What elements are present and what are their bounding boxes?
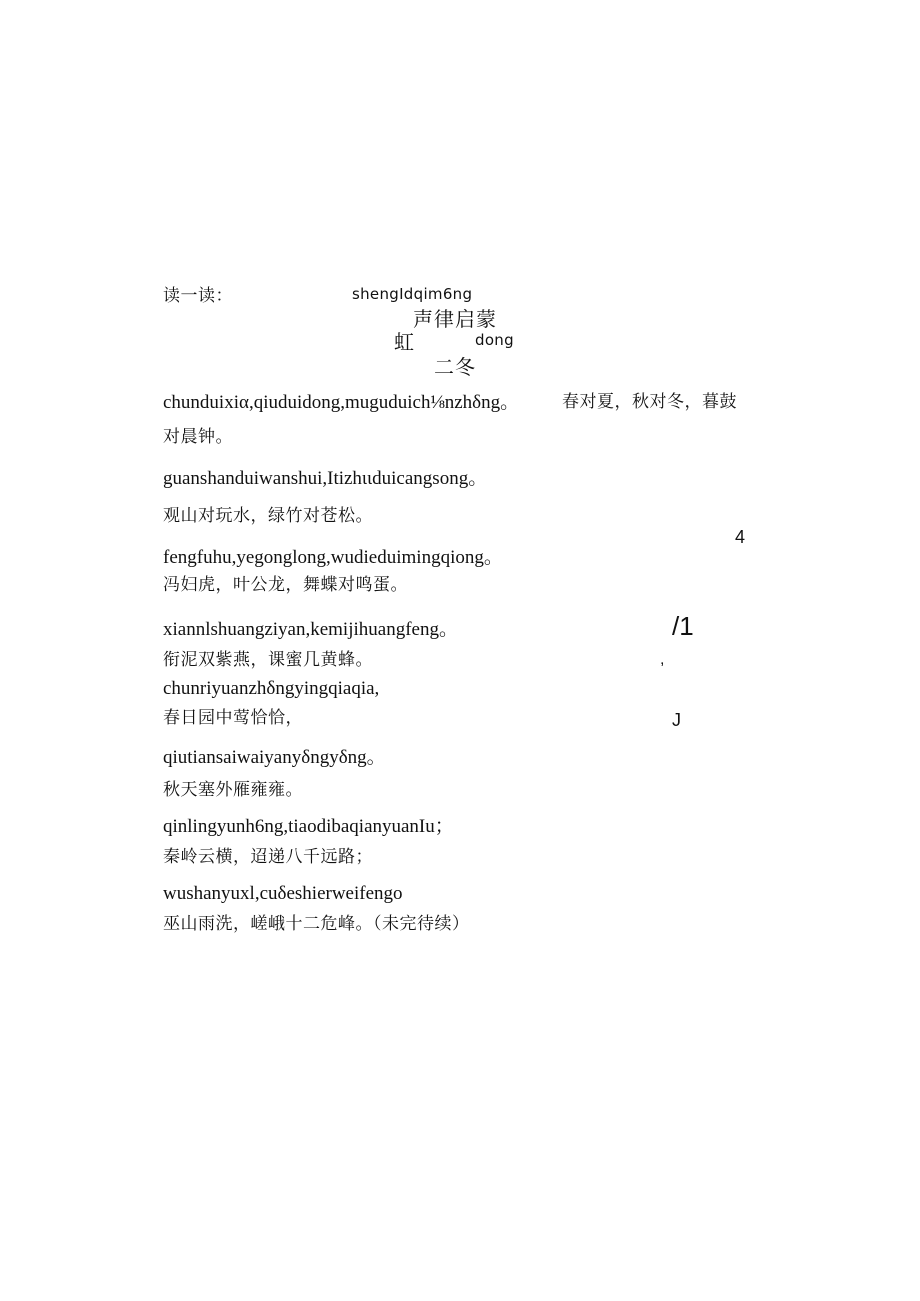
line-1-text-a: 春对夏，秋对冬，暮鼓 [562, 392, 737, 412]
line-1-pinyin: chunduixiα,qiuduidong,muguduich⅛nzhδng。 [163, 392, 520, 413]
title-pinyin: shengIdqim6ng [352, 285, 473, 303]
line-7-pinyin: qinlingyunh6ng,tiaodibaqianyuanIu； [163, 816, 454, 837]
line-2-text: 观山对玩水，绿竹对苍松。 [163, 506, 373, 526]
line-8-pinyin: wushanyuxl,cuδeshierweifengo [163, 883, 403, 904]
line-3-text: 冯妇虎，叶公龙，舞蝶对鸣蛋。 [163, 575, 408, 595]
subtitle-pinyin: dong [475, 331, 514, 349]
margin-mark-slash-1: /1 [672, 611, 694, 641]
line-4-text: 衔泥双紫燕，课蜜几黄蜂。 [163, 650, 373, 670]
line-7-text: 秦岭云横，迢递八千远路； [163, 847, 373, 867]
line-5-text: 春日园中莺恰恰， [163, 708, 303, 728]
page-title: 声律启蒙 [413, 307, 497, 331]
margin-mark-4: 4 [735, 527, 746, 547]
line-6-pinyin: qiutiansaiwaiyanyδngyδng。 [163, 747, 386, 768]
subtitle-char: 虹 [394, 330, 415, 354]
line-5-pinyin: chunriyuanzhδngyingqiaqia, [163, 678, 380, 699]
read-aloud-label: 读一读： [163, 286, 233, 306]
line-1-text-b: 对晨钟。 [163, 427, 233, 447]
line-4-pinyin: xiannlshuangziyan,kemijihuangfeng。 [163, 619, 458, 640]
margin-mark-comma: , [660, 651, 665, 668]
section-title: 二冬 [434, 355, 476, 379]
line-8-text: 巫山雨洗，嵯峨十二危峰。（未完待续） [163, 914, 470, 934]
line-6-text: 秋天塞外雁雍雍。 [163, 780, 303, 800]
line-3-pinyin: fengfuhu,yegonglong,wudieduimingqiong。 [163, 547, 503, 568]
margin-mark-j: J [672, 710, 681, 730]
line-2-pinyin: guanshanduiwanshui,Itizhιιduicangsong。 [163, 468, 488, 489]
